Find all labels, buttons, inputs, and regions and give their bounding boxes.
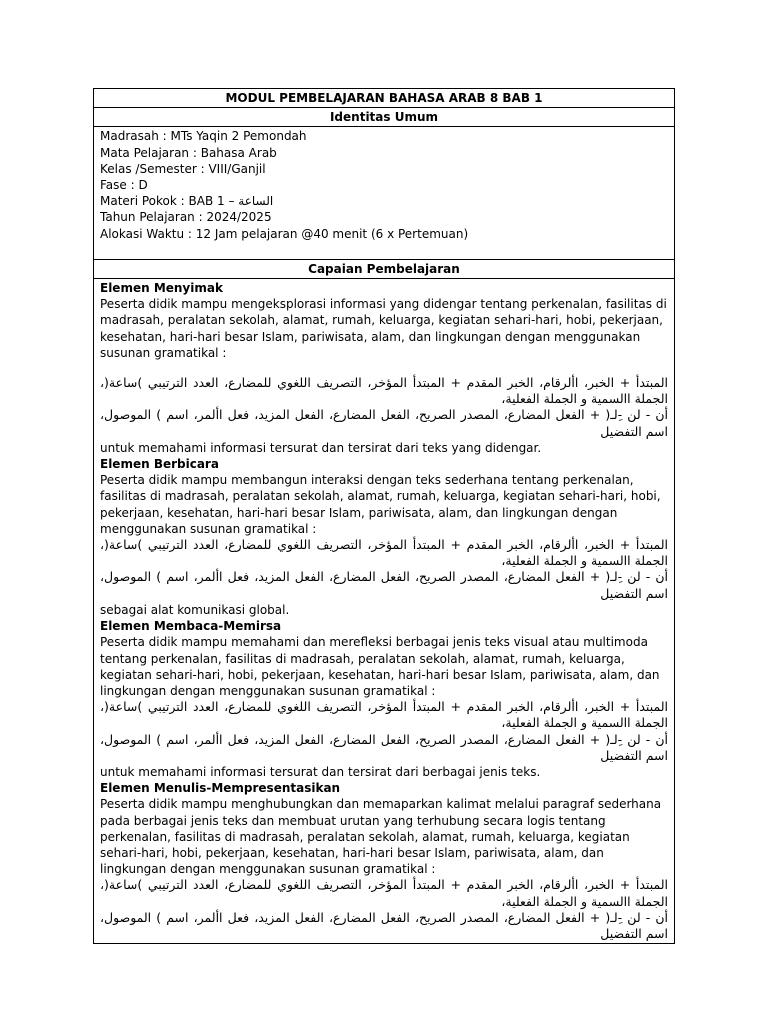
- element-title-berbicara: Elemen Berbicara: [100, 457, 219, 472]
- element-desc-berbicara: Peserta didik mampu membangun interaksi dengan teks sederhana tentang perkenalan, fasilitas di madrasah, peralatan sekolah, alamat, rumah, keluarga, kegiatan sehari-hari, hobi, pekerjaan, kesehatan, hari-hari besar Islam, pariwisata, alam, dan lingkungan dengan menggunakan susunan gramatikal :: [100, 473, 661, 536]
- arabic-grammar-line-2: أن - لن -ِلـ( + الفعل المضارع، المصدر الصريح، الفعل المضارع، الفعل المزيد، فعل األمر، اسم ) الموصول، اسم التفضيل: [100, 569, 668, 601]
- element-desc-membaca: Peserta didik mampu memahami dan merefleksi berbagai jenis teks visual atau multimoda tentang perkenalan, fasilitas di madrasah, peralatan sekolah, alamat, rumah, keluarga, kegiatan sehari-hari, hobi, pekerjaan, kesehatan, hari-hari besar Islam, pariwisata, alam, dan lingkungan dengan menggunakan susunan gramatikal :: [100, 635, 660, 698]
- document-table: [93, 88, 675, 944]
- arabic-grammar-line-2: أن - لن -ِلـ( + الفعل المضارع، المصدر الصريح، الفعل المضارع، الفعل المزيد، فعل األمر، اسم ) الموصول، اسم التفضيل: [100, 407, 668, 439]
- arabic-grammar-line-1: المبتدأ + الخبر، األرقام، الخبر المقدم + المبتدأ المؤخر، التصريف اللغوي للمضارع، العدد الترتيبي )ساعة(، الجملة االسمية و الجملة الفعلية،: [100, 877, 668, 909]
- element-title-membaca: Elemen Membaca-Memirsa: [100, 619, 282, 634]
- element-title-menulis: Elemen Menulis-Mempresentasikan: [100, 781, 341, 796]
- identitas-madrasah: Madrasah : MTs Yaqin 2 Pemondah: [100, 129, 307, 144]
- identitas-heading: Identitas Umum: [94, 108, 675, 127]
- capaian-heading: Capaian Pembelajaran: [94, 259, 675, 278]
- arabic-grammar-line-2: أن - لن -ِلـ( + الفعل المضارع، المصدر الصريح، الفعل المضارع، الفعل المزيد، فعل األمر، اسم ) الموصول، اسم التفضيل: [100, 909, 668, 941]
- element-desc-menyimak: Peserta didik mampu mengeksplorasi informasi yang didengar tentang perkenalan, fasilitas di madrasah, peralatan sekolah, alamat, rumah, keluarga, kegiatan sehari-hari, hobi, pekerjaan, kesehatan, hari-hari besar Islam, pariwisata, alam, dan lingkungan dengan menggunakan susunan gramatikal :: [100, 297, 667, 360]
- identitas-tahun: Tahun Pelajaran : 2024/2025: [100, 210, 272, 225]
- identitas-materi: Materi Pokok : BAB 1 – الساعة: [100, 194, 274, 209]
- arabic-grammar-line-1: المبتدأ + الخبر، األرقام، الخبر المقدم + المبتدأ المؤخر، التصريف اللغوي للمضارع، العدد الترتيبي )ساعة(، الجملة االسمية و الجملة الفعلية،: [100, 537, 668, 569]
- identitas-fase: Fase : D: [100, 178, 148, 193]
- arabic-grammar-line-2: أن - لن -ِلـ( + الفعل المضارع، المصدر الصريح، الفعل المضارع، الفعل المزيد، فعل األمر، اسم ) الموصول، اسم التفضيل: [100, 731, 668, 763]
- element-desc-menulis: Peserta didik mampu menghubungkan dan memaparkan kalimat melalui paragraf sederhana pada berbagai jenis teks dan membuat urutan yang terhubung secara logis tentang perkenalan, fasilitas di madrasah, peralatan sekolah, alamat, rumah, keluarga, kegiatan sehari-hari, hobi, pekerjaan, kesehatan, hari-hari besar Islam, pariwisata, alam, dan lingkungan dengan menggunakan susunan gramatikal :: [100, 797, 662, 877]
- arabic-grammar-line-1: المبتدأ + الخبر، األرقام، الخبر المقدم + المبتدأ المؤخر، التصريف اللغوي للمضارع، العدد الترتيبي )ساعة(، الجملة االسمية و الجملة الفعلية،: [100, 375, 668, 407]
- element-closing-membaca: untuk memahami informasi tersurat dan tersirat dari berbagai jenis teks.: [100, 764, 541, 779]
- capaian-section: [94, 279, 675, 944]
- arabic-grammar-line-1: المبتدأ + الخبر، األرقام، الخبر المقدم + المبتدأ المؤخر، التصريف اللغوي للمضارع، العدد الترتيبي )ساعة(، الجملة االسمية و الجملة الفعلية،: [100, 699, 668, 731]
- spacer: [100, 361, 668, 375]
- identitas-kelas: Kelas /Semester : VIII/Ganjil: [100, 161, 266, 176]
- document-title: MODUL PEMBELAJARAN BAHASA ARAB 8 BAB 1: [94, 89, 675, 108]
- identitas-alokasi: Alokasi Waktu : 12 Jam pelajaran @40 menit (6 x Pertemuan): [100, 226, 469, 241]
- identitas-mapel: Mata Pelajaran : Bahasa Arab: [100, 145, 277, 160]
- element-closing-berbicara: sebagai alat komunikasi global.: [100, 602, 290, 617]
- element-closing-menyimak: untuk memahami informasi tersurat dan tersirat dari teks yang didengar.: [100, 440, 542, 455]
- element-title-menyimak: Elemen Menyimak: [100, 281, 223, 296]
- identitas-section: [94, 127, 675, 259]
